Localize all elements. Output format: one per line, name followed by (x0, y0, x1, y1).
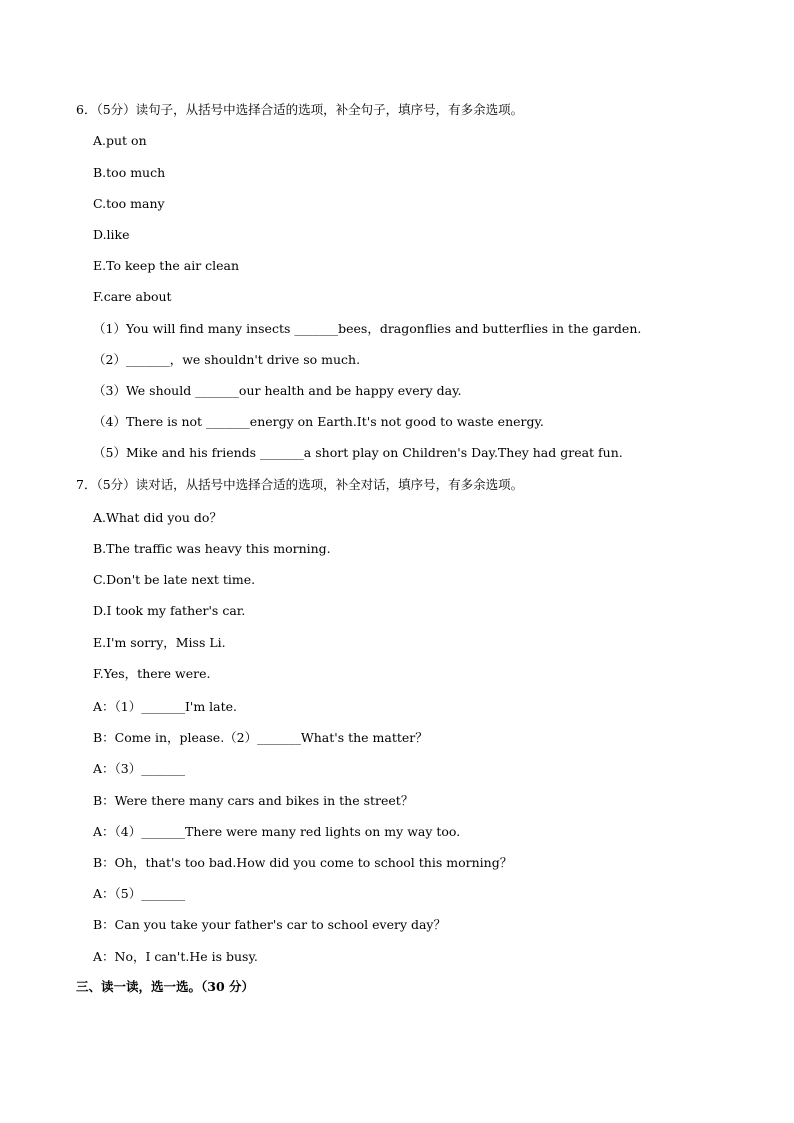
question-7-option-b: B.The traffic was heavy this morning. (93, 541, 331, 556)
section-3-heading: 三、读一读，选一选。（30 分） (76, 979, 254, 994)
question-7-dialogue-5: A：（4）_______There were many red lights on my way too. (93, 824, 461, 839)
question-6-option-a: A.put on (93, 133, 147, 148)
question-7-option-a: A.What did you do？ (93, 510, 222, 525)
question-7-option-f: F.Yes，there were. (93, 666, 211, 681)
question-7-dialogue-7: A：（5）_______ (93, 886, 185, 901)
question-6-option-f: F.care about (93, 289, 172, 304)
question-7-dialogue-9: A：No，I can't.He is busy. (93, 949, 258, 964)
question-6-option-d: D.like (93, 227, 130, 242)
question-6-option-b: B.too much (93, 165, 166, 180)
question-6-sentence-1: （1）You will find many insects _______bees，dragonflies and butterflies in the garden. (93, 321, 642, 336)
question-7-option-e: E.I'm sorry，Miss Li. (93, 635, 226, 650)
question-7-title: 7．（5分）读对话，从括号中选择合适的选项，补全对话，填序号，有多余选项。 (76, 477, 524, 492)
question-7-option-d: D.I took my father's car. (93, 603, 246, 618)
question-7-dialogue-1: A：（1）_______I'm late. (93, 699, 238, 714)
question-7-dialogue-2: B：Come in，please.（2）_______What's the matter？ (93, 730, 428, 745)
question-6-sentence-4: （4）There is not _______energy on Earth.It's not good to waste energy. (93, 414, 544, 429)
question-6-sentence-5: （5）Mike and his friends _______a short play on Children's Day.They had great fun. (93, 445, 623, 460)
question-6-option-c: C.too many (93, 196, 165, 211)
question-7-option-c: C.Don't be late next time. (93, 572, 256, 587)
question-7-dialogue-8: B：Can you take your father's car to school every day？ (93, 917, 446, 932)
question-6-title: 6．（5分）读句子，从括号中选择合适的选项，补全句子，填序号，有多余选项。 (76, 102, 524, 117)
question-6-option-e: E.To keep the air clean (93, 258, 240, 273)
question-6-sentence-2: （2）_______，we shouldn't drive so much. (93, 352, 361, 367)
question-7-dialogue-3: A：（3）_______ (93, 761, 185, 776)
question-7-dialogue-6: B：Oh，that's too bad.How did you come to school this morning？ (93, 855, 513, 870)
question-7-dialogue-4: B：Were there many cars and bikes in the street？ (93, 793, 414, 808)
question-6-sentence-3: （3）We should _______our health and be happy every day. (93, 383, 462, 398)
